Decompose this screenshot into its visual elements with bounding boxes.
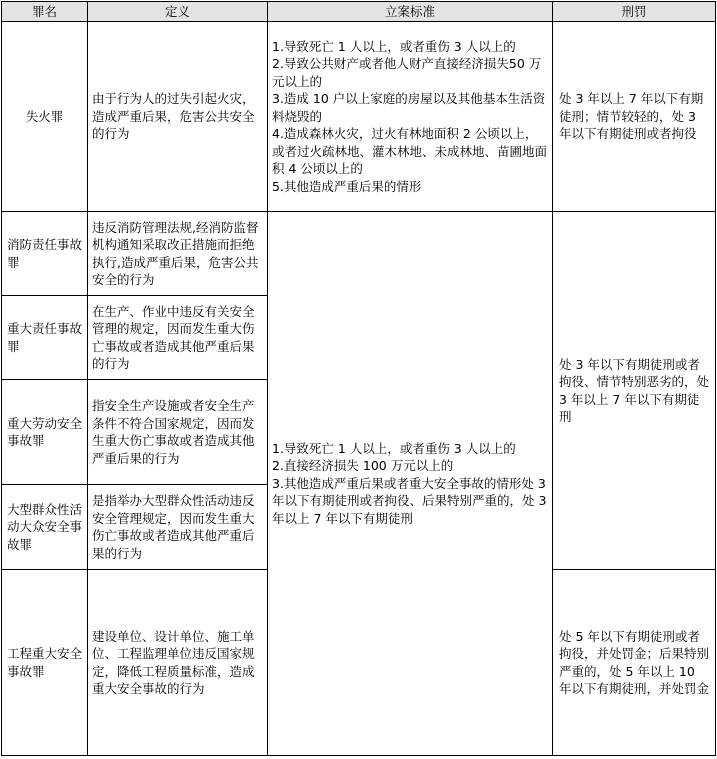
crime-definition: 在生产、作业中违反有关安全管理的规定，因而发生重大伤亡事故或者造成其他严重后果的行为 (88, 296, 268, 380)
crime-name: 大型群众性活动大众安全事故罪 (2, 485, 88, 570)
crime-definition: 由于行为人的过失引起火灾，造成严重后果，危害公共安全的行为 (88, 22, 268, 212)
header-row (2, 2, 716, 22)
crime-definition: 是指举办大型群众性活动违反安全管理规定，因而发生重大伤亡事故或者造成其他严重后果的行为 (88, 485, 268, 570)
crime-table (1, 1, 716, 756)
header-penalty: 刑罚 (553, 2, 716, 22)
shared-penalty: 处 3 年以下有期徒刑或者拘役、情节特别恶劣的，处 3 年以上 7 年以下有期徒刑 (553, 212, 716, 570)
crime-definition: 违反消防管理法规,经消防监督机构通知采取改正措施而拒绝执行,造成严重后果，危害公共安全的行为 (88, 212, 268, 296)
crime-name: 失火罪 (2, 22, 88, 212)
filing-standard (268, 22, 553, 212)
header-crime-name: 罪名 (2, 2, 88, 22)
crime-name: 消防责任事故罪 (2, 212, 88, 296)
crime-definition: 指安全生产设施或者安全生产条件不符合国家规定，因而发生重大伤亡事故或者造成其他严重后果的行为 (88, 380, 268, 485)
standard-item: 3.其他造成严重后果或者重大安全事故的情形处 3 年以下有期徒刑或者拘役、后果特别严重的，处 3 年以上 7 年以下有期徒刑 (272, 475, 547, 526)
standard-item: 4.造成森林火灾，过火有林地面积 2 公顷以上，或者过火疏林地、灌木林地、未成林地、苗圃地面积 4 公顷以上的 (272, 126, 548, 177)
table-row (2, 212, 716, 296)
standard-item: 2.导致公共财产或者他人财产直接经济损失50 万元以上的 (272, 56, 542, 89)
crime-definition: 建设单位、设计单位、施工单位、工程监理单位违反国家规定，降低工程质量标准，造成重大安全事故的行为 (88, 570, 268, 756)
header-definition: 定义 (88, 2, 268, 22)
crime-name: 工程重大安全事故罪 (2, 570, 88, 756)
header-filing-standard: 立案标准 (268, 2, 553, 22)
crime-name: 重大劳动安全事故罪 (2, 380, 88, 485)
standard-item: 2.直接经济损失 100 万元以上的 (272, 458, 454, 474)
standard-item: 1.导致死亡 1 人以上，或者重伤 3 人以上的 (272, 38, 516, 54)
penalty: 处 5 年以下有期徒刑或者拘役，并处罚金；后果特别严重的，处 5 年以上 10 年以下有期徒刑，并处罚金 (553, 570, 716, 756)
shared-filing-standard (268, 212, 553, 756)
standard-item: 3.造成 10 户以上家庭的房屋以及其他基本生活资料烧毁的 (272, 91, 546, 124)
crime-name: 重大责任事故罪 (2, 296, 88, 380)
penalty: 处 3 年以上 7 年以下有期徒刑；情节较轻的，处 3 年以下有期徒刑或者拘役 (553, 22, 716, 212)
standard-item: 1.导致死亡 1 人以上，或者重伤 3 人以上的 (272, 440, 516, 456)
table-row (2, 22, 716, 212)
standard-item: 5.其他造成严重后果的情形 (272, 178, 422, 194)
